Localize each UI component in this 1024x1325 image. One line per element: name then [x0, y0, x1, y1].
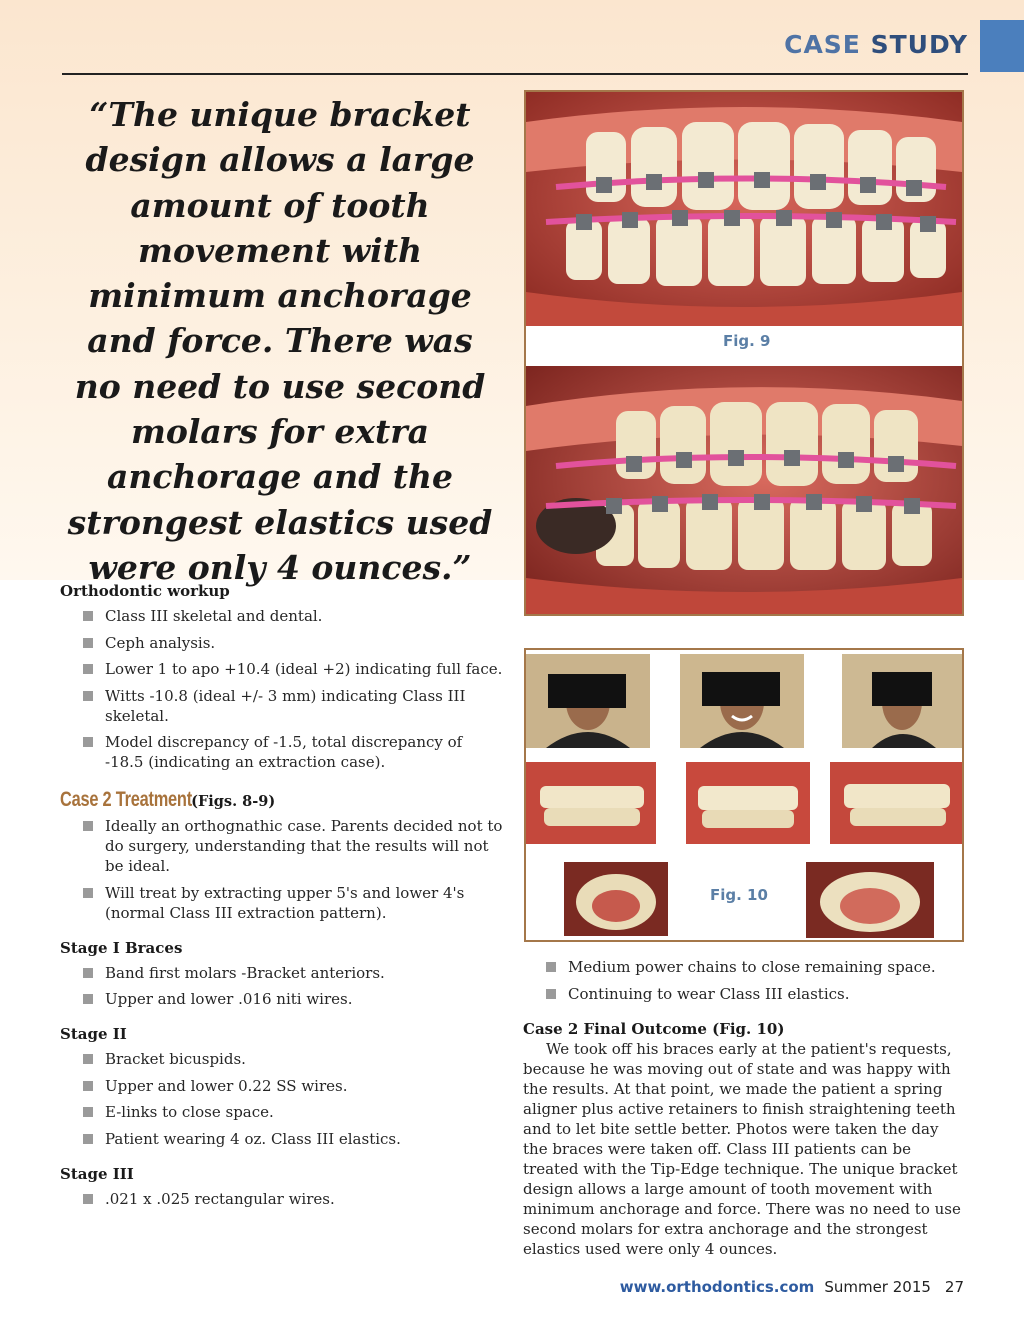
- list-item: Lower 1 to apo +10.4 (ideal +2) indicating full face.: [60, 659, 510, 679]
- braces-photo-bottom: [526, 366, 962, 614]
- figure-9: [524, 90, 964, 616]
- bullet-icon: [83, 1054, 93, 1064]
- stage1-heading: Stage I Braces: [60, 938, 183, 957]
- list-item: Ideally an orthognathic case. Parents decided not to do surgery, understanding that the results will not be ideal.: [60, 816, 510, 876]
- treatment-list: [60, 816, 510, 923]
- bullet-icon: [83, 737, 93, 747]
- bullet-icon: [83, 691, 93, 701]
- list-item: Class III skeletal and dental.: [60, 606, 510, 626]
- bullet-icon: [83, 821, 93, 831]
- treatment-title: Case 2 Treatment: [60, 788, 192, 811]
- stage2-list: [60, 1049, 510, 1149]
- list-item: Upper and lower 0.22 SS wires.: [60, 1076, 510, 1096]
- bullet-icon: [546, 989, 556, 999]
- list-item: Upper and lower .016 niti wires.: [60, 989, 510, 1009]
- list-item: .021 x .025 rectangular wires.: [60, 1189, 510, 1209]
- list-item: Bracket bicuspids.: [60, 1049, 510, 1069]
- teeth-photo-lower-arch: [564, 862, 668, 936]
- footer-url[interactable]: www.orthodontics.com: [619, 1278, 815, 1296]
- page-footer: [620, 1278, 964, 1296]
- teeth-photo-right: [830, 762, 962, 844]
- section-label-case: CASE: [784, 30, 861, 59]
- list-item: Ceph analysis.: [60, 633, 510, 653]
- bullet-icon: [546, 962, 556, 972]
- footer-issue: Summer 2015: [824, 1278, 931, 1296]
- bullet-icon: [83, 888, 93, 898]
- stage3-list: [60, 1189, 510, 1209]
- left-column: [60, 582, 510, 1215]
- list-item: Will treat by extracting upper 5's and lower 4's (normal Class III extraction pattern).: [60, 883, 510, 923]
- workup-list: [60, 606, 510, 772]
- list-item: Band first molars -Bracket anteriors.: [60, 963, 510, 983]
- face-photo-profile: [842, 654, 962, 748]
- pull-quote: “The unique bracket design allows a large amount of tooth movement with minimum anchorage and force. There was no need to use second molars for extra anchorage and the strongest elastics used were only 4 ounces.”: [67, 95, 493, 587]
- bullet-icon: [83, 994, 93, 1004]
- figure-9-caption: Fig. 9: [723, 332, 771, 350]
- list-item: E-links to close space.: [60, 1102, 510, 1122]
- stage2-heading: Stage II: [60, 1025, 127, 1043]
- braces-photo-top: [526, 92, 962, 326]
- teeth-photo-front: [686, 762, 810, 844]
- header-accent-block: [980, 20, 1024, 72]
- section-label: [784, 30, 968, 59]
- face-photo-smile: [680, 654, 804, 748]
- stage1-list: [60, 963, 510, 1010]
- treatment-heading: [60, 788, 510, 812]
- workup-heading: Orthodontic workup: [60, 582, 230, 600]
- bullet-icon: [83, 638, 93, 648]
- list-item: Continuing to wear Class III elastics.: [523, 984, 963, 1004]
- outcome-heading: Case 2 Final Outcome (Fig. 10): [523, 1019, 785, 1038]
- teeth-photo-upper-arch: [806, 862, 934, 938]
- list-item: Medium power chains to close remaining space.: [523, 957, 963, 977]
- teeth-photo-left: [526, 762, 656, 844]
- section-label-study: STUDY: [870, 30, 968, 59]
- bullet-icon: [83, 1134, 93, 1144]
- figure-10-caption: Fig. 10: [710, 886, 768, 904]
- stage3-continued-list: [523, 957, 963, 1004]
- bullet-icon: [83, 664, 93, 674]
- list-item: Patient wearing 4 oz. Class III elastics.: [60, 1129, 510, 1149]
- stage3-heading: Stage III: [60, 1164, 134, 1183]
- bullet-icon: [83, 1081, 93, 1091]
- header-rule: [62, 73, 968, 75]
- outcome-paragraph: We took off his braces early at the patient's requests, because he was moving out of state and was happy with the results. At that point, we made the patient a spring aligner plus active retainers to finish straightening teeth and to let bite settle better. Photos were taken the day the braces were taken off. Class III patients can be treated with the Tip-Edge technique. The unique bracket design allows a large amount of tooth movement with minimum anchorage and force. There was no need to use second molars for extra anchorage and the strongest elastics used were only 4 ounces.: [523, 1039, 961, 1258]
- list-item: Model discrepancy of -1.5, total discrepancy of -18.5 (indicating an extraction case).: [60, 732, 510, 772]
- list-item: Witts -10.8 (ideal +/- 3 mm) indicating Class III skeletal.: [60, 686, 510, 726]
- bullet-icon: [83, 611, 93, 621]
- face-photo-front: [526, 654, 650, 748]
- page-number: 27: [944, 1278, 964, 1296]
- treatment-figs: (Figs. 8-9): [191, 793, 276, 810]
- figure-10: [524, 648, 964, 942]
- bullet-icon: [83, 968, 93, 978]
- right-column: [523, 957, 963, 1259]
- bullet-icon: [83, 1107, 93, 1117]
- bullet-icon: [83, 1194, 93, 1204]
